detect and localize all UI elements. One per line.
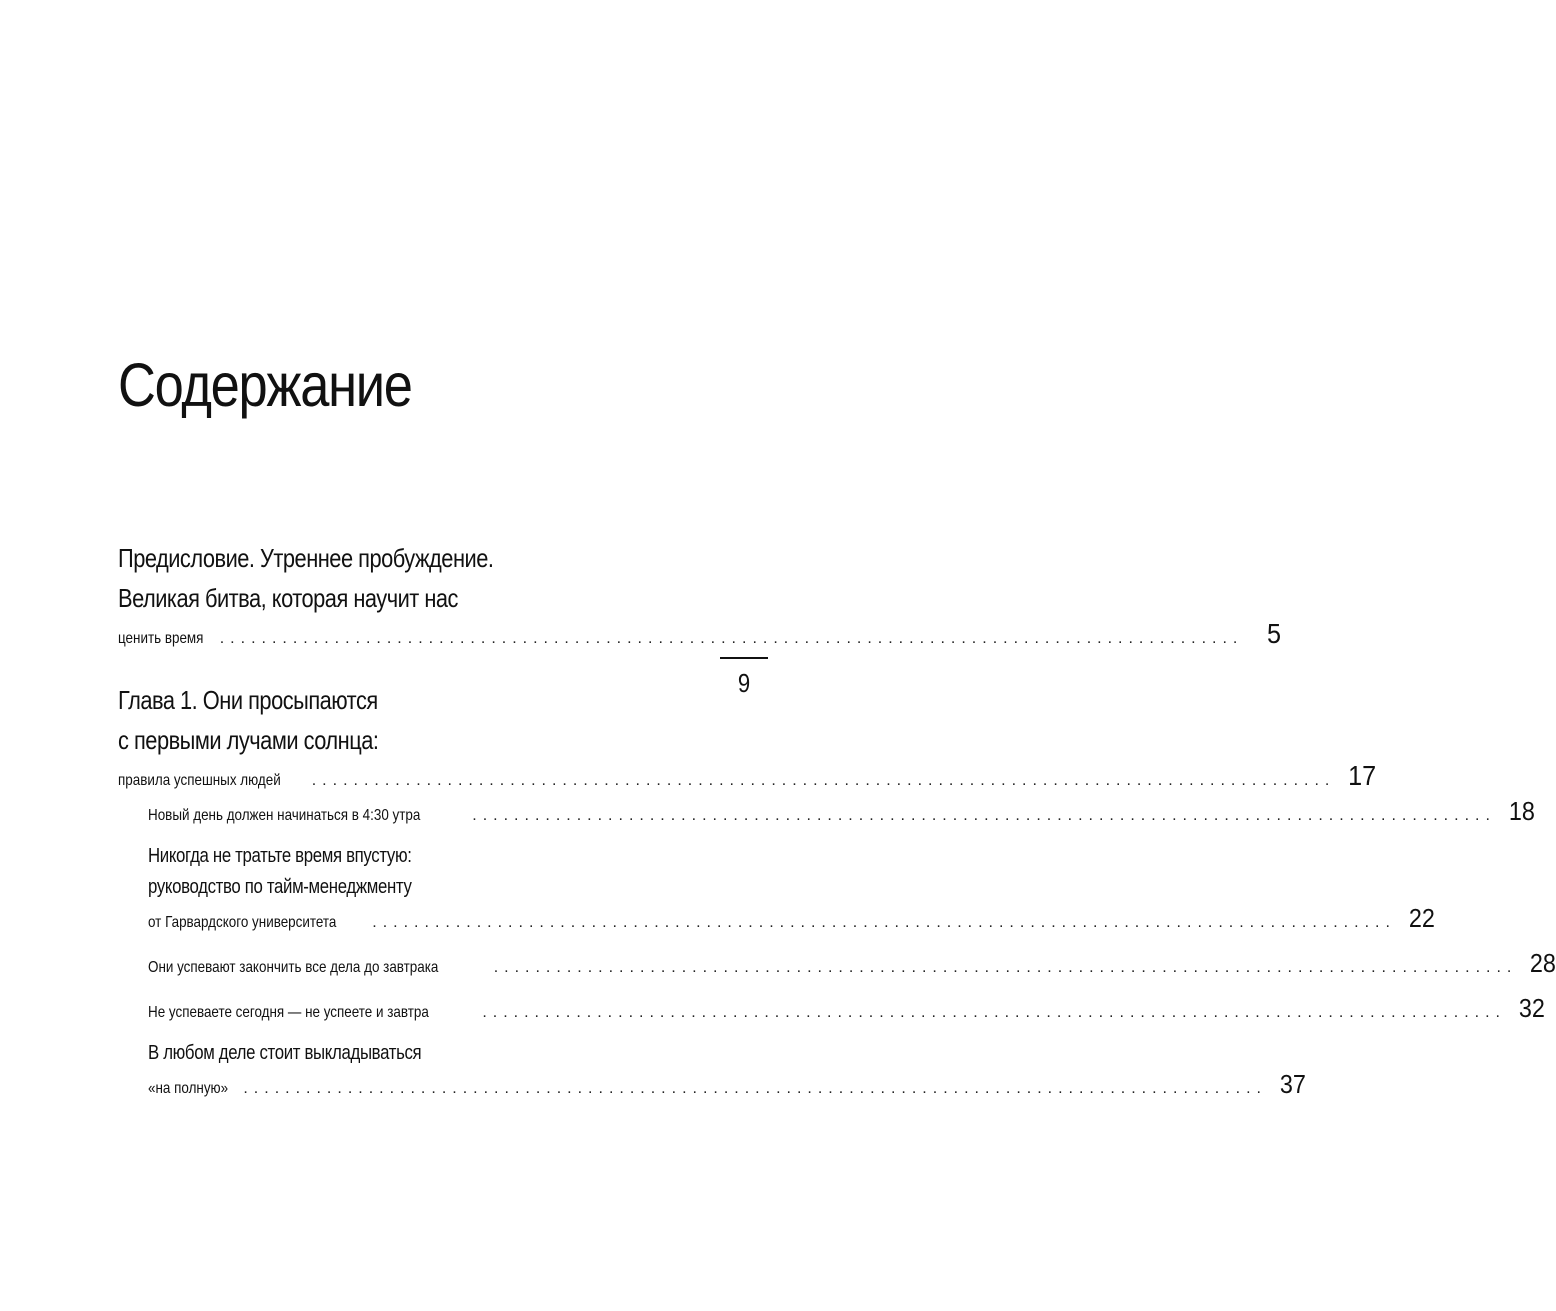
toc-entry-title: «на полную» <box>148 1080 229 1097</box>
toc-page-number: 17 <box>1348 760 1377 791</box>
toc-entry-title: Не успеваете сегодня — не успеете и завтра <box>148 1004 429 1021</box>
toc-entry-section[interactable] <box>148 796 1535 827</box>
toc-entry-chapter-1[interactable] <box>118 680 1377 792</box>
toc-page-number: 18 <box>1508 796 1535 826</box>
toc-entry-line: с первыми лучами солнца: <box>118 725 379 755</box>
dot-leader: .................................................................................................. <box>243 1080 1267 1097</box>
toc-entry-title: правила успешных людей <box>118 772 281 789</box>
toc-entry-last-line <box>148 796 1535 827</box>
toc-entry-last-line <box>118 760 1377 792</box>
toc-entry-section[interactable] <box>148 993 1545 1024</box>
toc-page-number: 37 <box>1279 1069 1306 1099</box>
toc-entry-line: Предисловие. Утреннее пробуждение. <box>118 543 494 573</box>
toc-entry-title: ценить время <box>118 630 204 647</box>
toc-entry-section[interactable] <box>148 948 1556 979</box>
toc-entry-title: Они успевают закончить все дела до завтрака <box>148 959 439 976</box>
table-of-contents <box>118 538 1556 1100</box>
toc-entry-line: Глава 1. Они просыпаются <box>118 685 378 715</box>
toc-page-number: 28 <box>1530 948 1556 978</box>
toc-entry-last-line <box>148 993 1545 1024</box>
dot-leader: .................................................................................................. <box>472 807 1496 824</box>
toc-entry-last-line <box>148 1069 1306 1100</box>
toc-entry-section[interactable] <box>148 1038 1306 1100</box>
dot-leader: .................................................................................................. <box>219 630 1244 647</box>
toc-entry-line: В любом деле стоит выкладываться <box>148 1042 422 1064</box>
toc-entry-last-line <box>148 948 1556 979</box>
toc-entry-line: Никогда не тратьте время впустую: <box>148 845 412 867</box>
toc-page-number: 22 <box>1408 903 1435 933</box>
toc-entry-preface[interactable] <box>118 538 1282 650</box>
toc-entry-line: руководство по тайм-менеджменту <box>148 876 412 898</box>
toc-page-number: 32 <box>1518 993 1545 1023</box>
toc-entry-last-line <box>118 618 1282 650</box>
page-title: Содержание <box>118 351 412 419</box>
toc-page-number: 5 <box>1267 618 1282 649</box>
page-number: 9 <box>737 668 751 698</box>
dot-leader: .................................................................................................. <box>482 1004 1506 1021</box>
page-number-rule <box>720 657 768 659</box>
toc-entry-title: Новый день должен начинаться в 4:30 утра <box>148 807 421 824</box>
toc-entry-last-line <box>148 903 1435 934</box>
dot-leader: .................................................................................................. <box>311 772 1336 789</box>
toc-entry-section[interactable] <box>148 841 1435 934</box>
toc-entry-line: Великая битва, которая научит нас <box>118 583 458 613</box>
dot-leader: .................................................................................................. <box>372 914 1396 931</box>
toc-entry-title: от Гарвардского университета <box>148 914 337 931</box>
dot-leader: .................................................................................................. <box>493 959 1518 976</box>
